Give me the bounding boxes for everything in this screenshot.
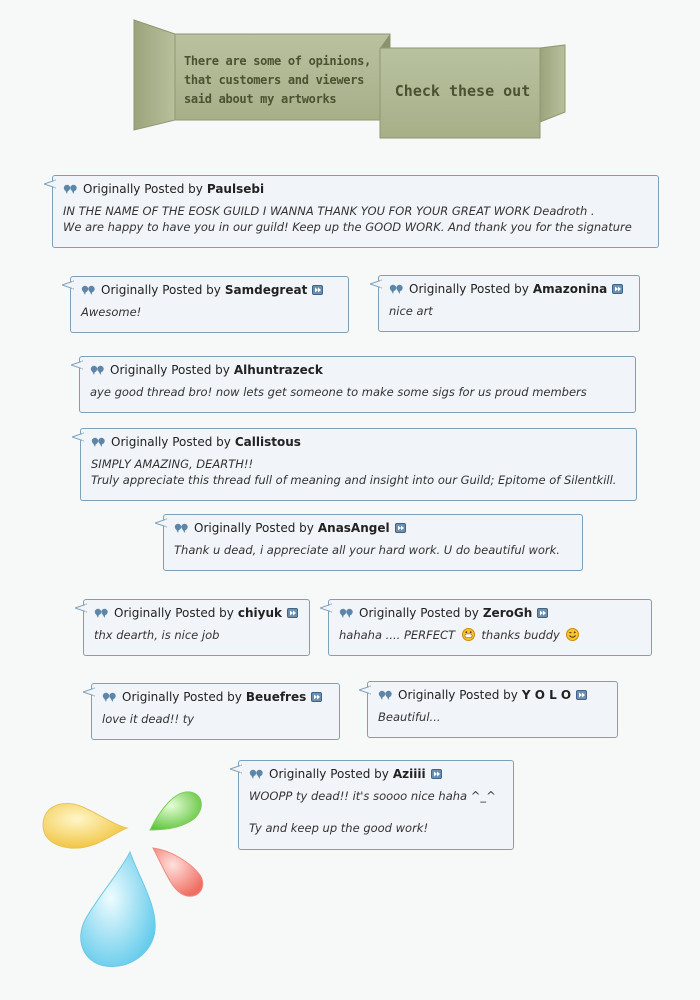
quote-author: AnasAngel bbox=[317, 521, 390, 535]
quote-header bbox=[249, 766, 503, 782]
posted-by-label: Originally Posted by bbox=[110, 363, 230, 377]
bubble-tail-icon bbox=[230, 763, 242, 775]
quote-card bbox=[91, 683, 340, 740]
quote-text bbox=[91, 456, 626, 488]
quote-icon bbox=[378, 690, 393, 701]
posted-by-label: Originally Posted by bbox=[409, 282, 529, 296]
quote-line: We are happy to have you in our guild! Keep up the GOOD WORK. And thank you for the signature bbox=[63, 220, 632, 234]
quote-line: IN THE NAME OF THE EOSK GUILD I WANNA THANK YOU FOR YOUR GREAT WORK Deadroth . bbox=[63, 204, 595, 218]
quote-icon bbox=[102, 692, 117, 703]
quote-line: aye good thread bro! now lets get someone to make some sigs for us proud members bbox=[90, 385, 587, 399]
banner-cta-text: Check these out bbox=[394, 82, 531, 100]
quote-line: hahaha .... PERFECT bbox=[339, 628, 456, 642]
quote-card bbox=[70, 276, 349, 333]
quote-line: Thank u dead, i appreciate all your hard work. U do beautiful work. bbox=[174, 543, 560, 557]
red-drop-icon bbox=[153, 848, 203, 896]
quote-header bbox=[389, 281, 629, 297]
quote-icon bbox=[91, 437, 106, 448]
header-banner bbox=[0, 0, 700, 150]
quote-card bbox=[378, 275, 640, 332]
green-drop-icon bbox=[150, 792, 201, 830]
quote-line: nice art bbox=[389, 304, 433, 318]
bubble-tail-icon bbox=[72, 431, 84, 443]
wink-smiley-icon bbox=[566, 628, 579, 641]
quote-card bbox=[328, 599, 652, 656]
quote-text bbox=[102, 711, 329, 727]
quote-icon bbox=[174, 523, 189, 534]
banner-intro-text bbox=[184, 52, 384, 109]
quote-line: thanks buddy bbox=[481, 628, 560, 642]
quote-icon bbox=[389, 284, 404, 295]
quote-icon bbox=[249, 769, 264, 780]
droplets-decoration bbox=[35, 780, 235, 980]
banner-intro-line: said about my artworks bbox=[184, 92, 337, 106]
banner-intro-line: that customers and viewers bbox=[184, 73, 365, 87]
bubble-tail-icon bbox=[75, 602, 87, 614]
quote-text bbox=[249, 788, 503, 836]
bubble-tail-icon bbox=[370, 278, 382, 290]
quote-text bbox=[174, 542, 572, 558]
quote-card bbox=[52, 175, 659, 248]
quote-author: chiyuk bbox=[237, 606, 282, 620]
yellow-drop-icon bbox=[43, 803, 127, 848]
posted-by-label: Originally Posted by bbox=[122, 690, 242, 704]
view-post-icon[interactable] bbox=[576, 690, 587, 700]
quote-author: ZeroGh bbox=[482, 606, 533, 620]
quote-text bbox=[90, 384, 625, 400]
view-post-icon[interactable] bbox=[311, 692, 322, 702]
view-post-icon[interactable] bbox=[395, 523, 406, 533]
posted-by-label: Originally Posted by bbox=[269, 767, 389, 781]
posted-by-label: Originally Posted by bbox=[101, 283, 221, 297]
quote-author: Callistous bbox=[234, 435, 301, 449]
view-post-icon[interactable] bbox=[312, 285, 323, 295]
posted-by-label: Originally Posted by bbox=[398, 688, 518, 702]
bubble-tail-icon bbox=[155, 517, 167, 529]
quote-text bbox=[389, 303, 629, 319]
quote-header bbox=[102, 689, 329, 705]
quote-text bbox=[81, 304, 338, 320]
quote-line: thx dearth, is nice job bbox=[94, 628, 220, 642]
quote-author: Amazonina bbox=[532, 282, 608, 296]
posted-by-label: Originally Posted by bbox=[114, 606, 234, 620]
quote-icon bbox=[81, 285, 96, 296]
blue-drop-icon bbox=[81, 852, 155, 967]
quote-header bbox=[91, 434, 626, 450]
quote-text bbox=[378, 709, 607, 725]
quote-line: love it dead!! ty bbox=[102, 712, 195, 726]
banner-intro-line: There are some of opinions, bbox=[184, 54, 371, 68]
quote-card bbox=[367, 681, 618, 738]
quote-icon bbox=[94, 608, 109, 619]
quote-header bbox=[63, 181, 648, 197]
quote-icon bbox=[339, 608, 354, 619]
quote-line: WOOPP ty dead!! it's soooo nice haha ^_^ bbox=[249, 789, 496, 803]
quote-header bbox=[94, 605, 299, 621]
bubble-tail-icon bbox=[62, 279, 74, 291]
quote-card bbox=[163, 514, 583, 571]
posted-by-label: Originally Posted by bbox=[83, 182, 203, 196]
posted-by-label: Originally Posted by bbox=[111, 435, 231, 449]
quote-author: Alhuntrazeck bbox=[233, 363, 323, 377]
quote-header bbox=[339, 605, 641, 621]
quote-icon bbox=[63, 184, 78, 195]
quote-line: Ty and keep up the good work! bbox=[249, 821, 429, 835]
posted-by-label: Originally Posted by bbox=[194, 521, 314, 535]
quote-author: Samdegreat bbox=[224, 283, 308, 297]
quote-author: Paulsebi bbox=[206, 182, 265, 196]
quote-header bbox=[90, 362, 625, 378]
quote-line: SIMPLY AMAZING, DEARTH!! bbox=[91, 457, 254, 471]
quote-card bbox=[80, 428, 637, 501]
bubble-tail-icon bbox=[320, 602, 332, 614]
quote-line: Beautiful... bbox=[378, 710, 441, 724]
view-post-icon[interactable] bbox=[431, 769, 442, 779]
quote-card bbox=[79, 356, 636, 413]
posted-by-label: Originally Posted by bbox=[359, 606, 479, 620]
bubble-tail-icon bbox=[71, 359, 83, 371]
bubble-tail-icon bbox=[44, 178, 56, 190]
quote-author: Aziiii bbox=[392, 767, 426, 781]
quote-author: Beuefres bbox=[245, 690, 307, 704]
quote-text bbox=[339, 627, 641, 643]
quote-line: Truly appreciate this thread full of meaning and insight into our Guild; Epitome of Silentkill. bbox=[91, 473, 617, 487]
view-post-icon[interactable] bbox=[287, 608, 298, 618]
quote-author: Y O L O bbox=[521, 688, 572, 702]
quote-icon bbox=[90, 365, 105, 376]
quote-header bbox=[378, 687, 607, 703]
bubble-tail-icon bbox=[83, 686, 95, 698]
quote-text bbox=[63, 203, 648, 235]
quote-text bbox=[94, 627, 299, 643]
view-post-icon[interactable] bbox=[612, 284, 623, 294]
view-post-icon[interactable] bbox=[537, 608, 548, 618]
quote-card bbox=[83, 599, 310, 656]
quote-header bbox=[174, 520, 572, 536]
quote-card bbox=[238, 760, 514, 850]
bubble-tail-icon bbox=[359, 684, 371, 696]
quote-header bbox=[81, 282, 338, 298]
quote-line: Awesome! bbox=[81, 305, 142, 319]
grin-smiley-icon bbox=[462, 628, 475, 641]
